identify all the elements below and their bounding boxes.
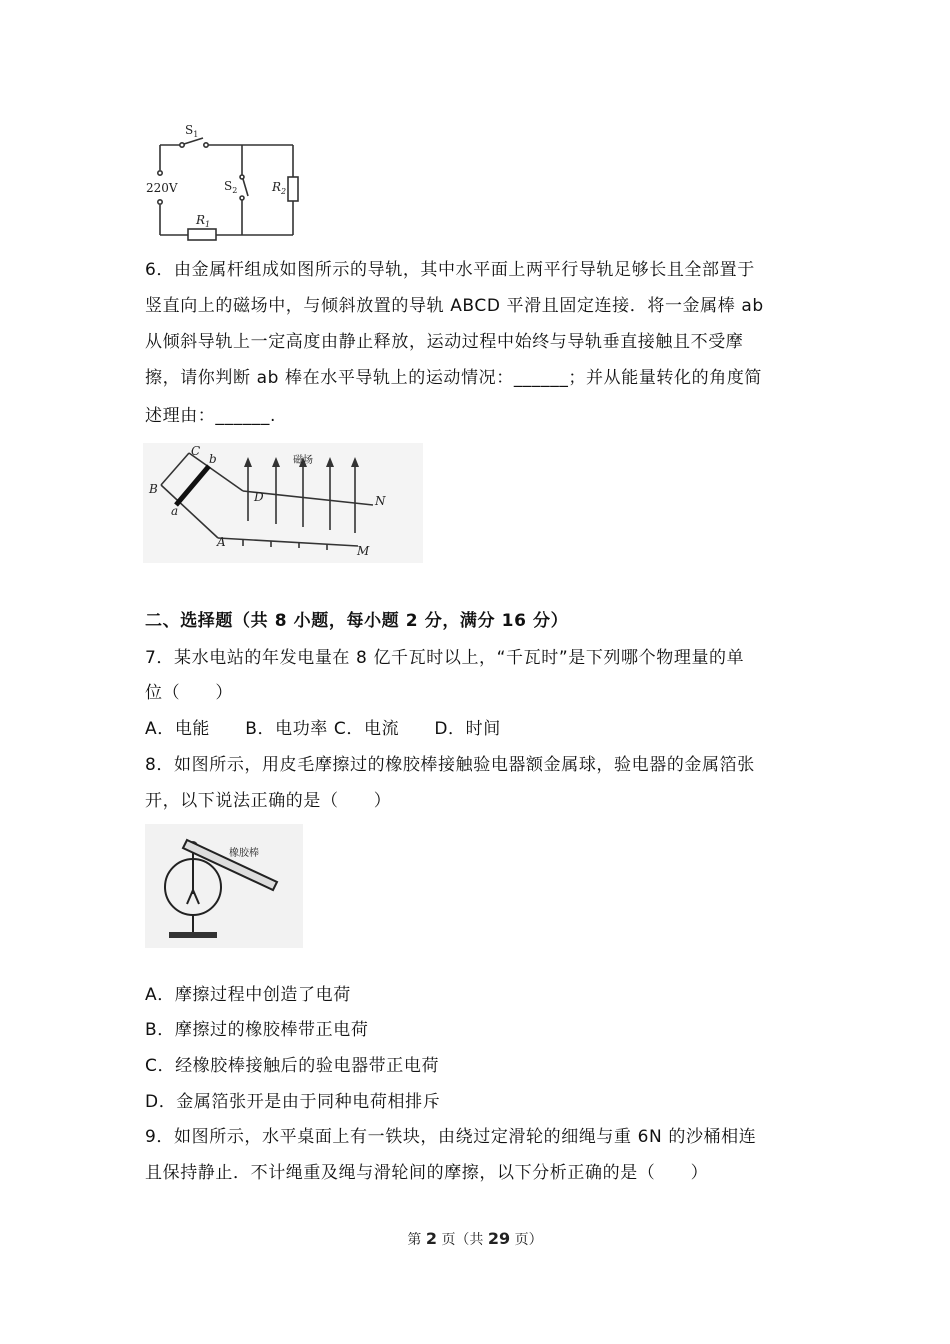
label-c: C <box>191 444 201 458</box>
section-heading: 二、选择题（共 8 小题，每小题 2 分，满分 16 分） <box>145 611 569 631</box>
footer-middle: 页（共 <box>441 1232 484 1248</box>
electroscope-diagram <box>145 824 303 948</box>
q8-option-d: D．金属箔张开是由于同种电荷相排斥 <box>145 1092 441 1112</box>
footer-prefix: 第 <box>407 1232 422 1248</box>
page-footer <box>0 1229 950 1249</box>
label-m: M <box>357 544 370 558</box>
q6-line-5: 述理由：______. <box>145 406 277 426</box>
label-a-small: a <box>171 504 179 518</box>
q8-option-a: A．摩擦过程中创造了电荷 <box>145 985 351 1005</box>
voltage-label: 220V <box>146 181 178 195</box>
q6-line-2: 竖直向上的磁场中，与倾斜放置的导轨 ABCD 平滑且固定连接．将一金属棒 ab <box>145 296 764 316</box>
q9-line-2: 且保持静止．不计绳重及绳与滑轮间的摩擦，以下分析正确的是（ ） <box>145 1163 709 1183</box>
q6-line-4: 擦，请你判断 ab 棒在水平导轨上的运动情况：______；并从能量转化的角度简 <box>145 368 763 388</box>
circuit-diagram <box>140 120 310 245</box>
q8-line-2: 开，以下说法正确的是（ ） <box>145 791 392 811</box>
label-n: N <box>375 494 386 508</box>
footer-page-number: 2 <box>425 1229 437 1248</box>
q6-line-1: 6．由金属杆组成如图所示的导轨，其中水平面上两平行导轨足够长且全部置于 <box>145 260 755 280</box>
label-d: D <box>254 490 264 504</box>
q9-line-1: 9．如图所示，水平桌面上有一铁块，由绕过定滑轮的细绳与重 6N 的沙桶相连 <box>145 1127 757 1147</box>
q8-line-1: 8．如图所示，用皮毛摩擦过的橡胶棒接触验电器额金属球，验电器的金属箔张 <box>145 755 755 775</box>
footer-suffix: 页） <box>514 1232 543 1248</box>
footer-total-pages: 29 <box>487 1229 511 1248</box>
field-label: 磁场 <box>293 455 313 466</box>
label-b-small: b <box>209 452 217 466</box>
q6-line-3: 从倾斜导轨上一定高度由静止释放，运动过程中始终与导轨垂直接触且不受摩 <box>145 332 744 352</box>
q8-option-b: B．摩擦过的橡胶棒带正电荷 <box>145 1020 369 1040</box>
r1-label: $R_1$ <box>196 213 211 229</box>
q8-option-c: C．经橡胶棒接触后的验电器带正电荷 <box>145 1056 440 1076</box>
label-a-capital: A <box>217 535 226 549</box>
r2-label: $R_2$ <box>272 180 287 196</box>
rail-diagram <box>143 443 423 563</box>
q7-line-2: 位（ ） <box>145 683 233 703</box>
q7-line-1: 7．某水电站的年发电量在 8 亿千瓦时以上，“千瓦时”是下列哪个物理量的单 <box>145 648 745 668</box>
rod-label: 橡胶棒 <box>229 848 259 859</box>
label-b-capital: B <box>149 482 158 496</box>
q7-options: A．电能 B．电功率 C．电流 D．时间 <box>145 719 501 739</box>
s1-label: $S_1$ <box>185 123 199 139</box>
s2-label: $S_2$ <box>224 179 238 195</box>
